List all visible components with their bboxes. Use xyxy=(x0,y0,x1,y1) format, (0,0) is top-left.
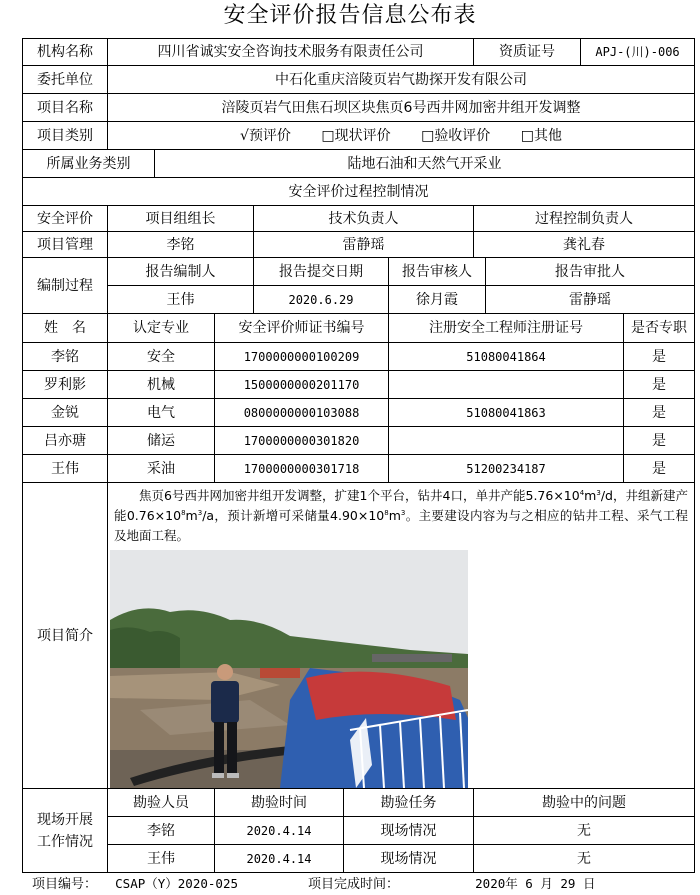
staff-fulltime: 是 xyxy=(624,399,695,427)
compilation-reviewer: 徐月霞 xyxy=(389,286,486,314)
footer-project-number xyxy=(32,874,238,894)
site-label xyxy=(23,789,108,873)
staff-reg: 51080041863 xyxy=(389,399,624,427)
category-option-other: □其他 xyxy=(520,127,562,144)
management-process: 龚礼春 xyxy=(474,232,695,258)
category-option-status: □现状评价 xyxy=(321,127,391,144)
management-leader: 李铭 xyxy=(108,232,254,258)
staff-name: 罗利影 xyxy=(23,371,108,399)
process-header: 安全评价过程控制情况 xyxy=(23,178,695,206)
staff-cert: 1500000000201170 xyxy=(215,371,389,399)
management-header-leader: 项目组组长 xyxy=(108,206,254,232)
project-label: 项目名称 xyxy=(23,94,108,122)
site-date: 2020.4.14 xyxy=(215,845,344,873)
project-value: 涪陵页岩气田焦石坝区块焦页6号西井网加密井组开发调整 xyxy=(108,94,695,122)
site-header-issue: 勘验中的问题 xyxy=(474,789,695,817)
staff-row xyxy=(23,427,695,455)
finish-date-value: 2020年 6 月 29 日 xyxy=(475,876,596,891)
staff-cert: 1700000000301718 xyxy=(215,455,389,483)
staff-reg: 51080041864 xyxy=(389,343,624,371)
staff-header-cert: 安全评价师证书编号 xyxy=(215,314,389,343)
site-task: 现场情况 xyxy=(344,817,474,845)
intro-cell xyxy=(108,483,695,789)
page-title: 安全评价报告信息公布表 xyxy=(223,3,477,28)
compilation-header-approver: 报告审批人 xyxy=(486,258,695,286)
staff-header-reg: 注册安全工程师注册证号 xyxy=(389,314,624,343)
staff-name: 金锐 xyxy=(23,399,108,427)
management-label-line1: 安全评价 xyxy=(23,206,108,232)
staff-row xyxy=(23,399,695,427)
compilation-author: 王伟 xyxy=(108,286,254,314)
staff-major: 储运 xyxy=(108,427,215,455)
staff-major: 机械 xyxy=(108,371,215,399)
staff-fulltime: 是 xyxy=(624,343,695,371)
site-person: 王伟 xyxy=(108,845,215,873)
staff-row xyxy=(23,371,695,399)
staff-name: 李铭 xyxy=(23,343,108,371)
staff-row xyxy=(23,343,695,371)
staff-row xyxy=(23,455,695,483)
staff-header-fulltime: 是否专职 xyxy=(624,314,695,343)
intro-text: 焦页6号西井网加密井组开发调整，扩建1个平台，钻井4口，单井产能$5.76\times 10^4m^3/d$，井组新建产能$0.76\times 10^8m^3/a$，预计新增可采储量$4.90\times 10^8m^3$。主要建设内容为与之相应的钻井工程、采气工程及地面工程。 xyxy=(114,488,689,543)
org-label: 机构名称 xyxy=(23,39,108,66)
staff-reg: 51200234187 xyxy=(389,455,624,483)
business-label: 所属业务类别 xyxy=(23,150,155,178)
staff-fulltime: 是 xyxy=(624,371,695,399)
staff-cert: 0800000000103088 xyxy=(215,399,389,427)
intro-label: 项目简介 xyxy=(23,483,108,789)
management-header-tech: 技术负责人 xyxy=(254,206,474,232)
site-row xyxy=(23,845,695,873)
finish-date-label: 项目完成时间： xyxy=(308,877,400,892)
compilation-header-date: 报告提交日期 xyxy=(254,258,389,286)
site-photo xyxy=(110,550,468,788)
staff-name: 王伟 xyxy=(23,455,108,483)
footer-finish-date xyxy=(308,874,595,894)
staff-header-name: 姓 名 xyxy=(23,314,108,343)
site-row xyxy=(23,817,695,845)
staff-reg xyxy=(389,371,624,399)
category-option-accept: □验收评价 xyxy=(421,127,491,144)
compilation-approver: 雷静瑶 xyxy=(486,286,695,314)
cert-number: APJ-(川)-006 xyxy=(581,39,695,66)
staff-major: 电气 xyxy=(108,399,215,427)
category-label: 项目类别 xyxy=(23,122,108,150)
staff-reg xyxy=(389,427,624,455)
compilation-date: 2020.6.29 xyxy=(254,286,389,314)
site-header-date: 勘验时间 xyxy=(215,789,344,817)
site-label-line1: 现场开展 xyxy=(37,811,93,828)
site-label-line2: 工作情况 xyxy=(37,833,93,850)
management-label-line2: 项目管理 xyxy=(23,232,108,258)
compilation-header-author: 报告编制人 xyxy=(108,258,254,286)
staff-fulltime: 是 xyxy=(624,427,695,455)
management-tech: 雷静瑶 xyxy=(254,232,474,258)
management-header-process: 过程控制负责人 xyxy=(474,206,695,232)
staff-major: 采油 xyxy=(108,455,215,483)
cert-label: 资质证号 xyxy=(474,39,581,66)
staff-name: 吕亦瑭 xyxy=(23,427,108,455)
compilation-label: 编制过程 xyxy=(23,258,108,314)
client-label: 委托单位 xyxy=(23,66,108,94)
compilation-header-reviewer: 报告审核人 xyxy=(389,258,486,286)
site-person: 李铭 xyxy=(108,817,215,845)
site-task: 现场情况 xyxy=(344,845,474,873)
org-name: 四川省诚实安全咨询技术服务有限责任公司 xyxy=(108,39,474,66)
info-table xyxy=(22,38,695,873)
business-value: 陆地石油和天然气开采业 xyxy=(155,150,695,178)
staff-fulltime: 是 xyxy=(624,455,695,483)
staff-major: 安全 xyxy=(108,343,215,371)
staff-cert: 1700000000100209 xyxy=(215,343,389,371)
staff-cert: 1700000000301820 xyxy=(215,427,389,455)
category-options xyxy=(108,122,695,150)
category-option-pre: √预评价 xyxy=(240,127,291,144)
site-header-person: 勘验人员 xyxy=(108,789,215,817)
project-number-label: 项目编号： xyxy=(32,877,98,892)
project-number-value: CSAP（Y）2020-025 xyxy=(115,876,238,891)
site-header-task: 勘验任务 xyxy=(344,789,474,817)
site-issue: 无 xyxy=(474,817,695,845)
site-date: 2020.4.14 xyxy=(215,817,344,845)
staff-header-major: 认定专业 xyxy=(108,314,215,343)
client-value: 中石化重庆涪陵页岩气勘探开发有限公司 xyxy=(108,66,695,94)
site-issue: 无 xyxy=(474,845,695,873)
